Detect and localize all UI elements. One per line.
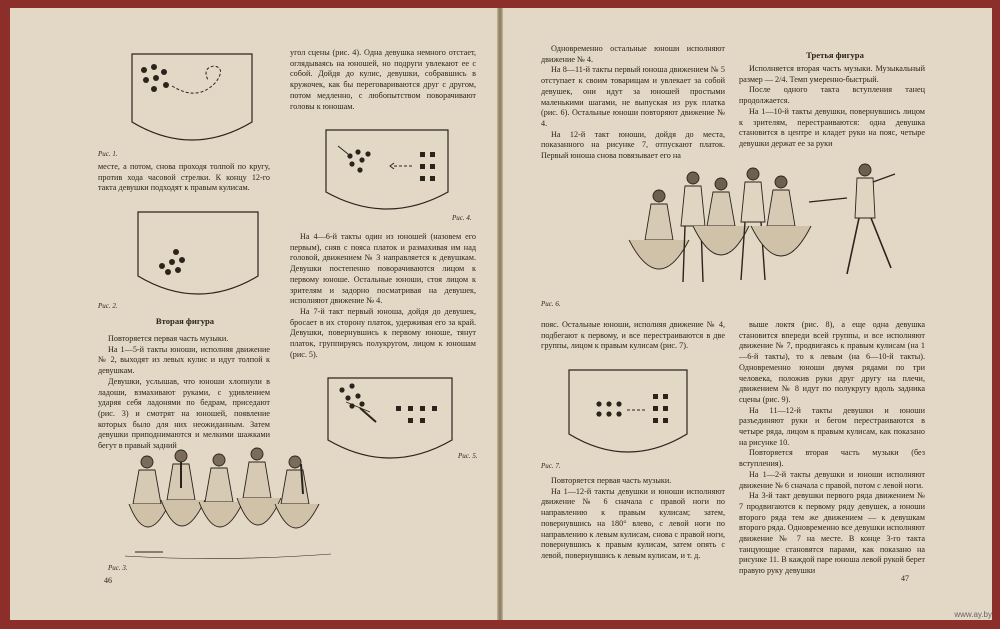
left-page xyxy=(10,8,498,620)
paragraph: На 12-й такт юноши, дойдя до места, показанного на рисунке 7, отпускают платок. Первый юноша снова повязывает его на xyxy=(541,129,725,161)
right-text-c: пояс. Остальные юноши, исполняя движение № 4, подбегают к первому, и все перестраиваются в две группы, лицом к правым кулисам (рис. 7). xyxy=(541,320,725,351)
right-text-b xyxy=(739,64,925,150)
left-page-number: 46 xyxy=(104,576,112,585)
left-text-c: угол сцены (рис. 4). Одна девушка немного отстает, оглядываясь на юношей, но подруги увлекают ее с собой. Дойдя до кулис, девушки, собравшись в кружочек, как бы переговариваются друг с другом, потом медленно, с любопытством поворачивают головы к юношам. xyxy=(290,48,476,111)
paragraph: На 8—11-й такты первый юноша движением № 5 отступает к своим товарищам и увлекает за собой девушек, они идут за юношей простыми маленькими шагами, не выпуская из рук платка (рис. 6). Остальные юноши повторяют движение № 4. xyxy=(541,65,725,128)
paragraph: На 1—12-й такты девушки и юноши исполняют движение № 6 сначала с правой ноги по направлению к правым кулисам; затем, повернувшись на 180° влево, с левой ноги по направлению к левым кулисам, снова с правой ноги, повернувшись к правым кулисам, затем опять с левой, повернувшись к левым кулисам, и т. д. xyxy=(541,486,725,560)
paragraph: Повторяется первая часть музыки. xyxy=(551,476,672,485)
paragraph: Повторяется первая часть музыки. xyxy=(108,334,229,343)
paragraph: Одновременно остальные юноши исполняют движение № 4. xyxy=(541,44,725,64)
paragraph: На 1—10-й такты девушки, повернувшись лицом к зрителям, перестраиваются: одна девушка становится в центре и кладет руки на пояс, четыре девушки держат ее за руки xyxy=(739,106,925,148)
figure-1-caption: Рис. 1. xyxy=(98,150,118,158)
paragraph: На 1—5-й такты юноши, исполняя движение № 2, выходят из левых кулис и идут толпой к девушкам. xyxy=(98,344,270,376)
paragraph: После одного такта вступления танец продолжается. xyxy=(739,85,925,106)
paragraph: Исполняется вторая часть музыки. Музыкальный размер — 2/4. Темп умеренно-быстрый. xyxy=(739,64,925,84)
figure-1-stage-diagram xyxy=(128,50,256,152)
figure-4-stage-diagram xyxy=(322,126,452,218)
right-text-a xyxy=(541,44,725,162)
figure-2-stage-diagram xyxy=(134,208,262,306)
figure-5-stage-diagram xyxy=(324,374,456,468)
figure-5-caption: Рис. 5. xyxy=(458,452,478,460)
figure-3-caption: Рис. 3. xyxy=(108,564,128,572)
paragraph: На 1—2-й такты девушки и юноши исполняют движение № 6 сначала с правой, потом с левой ноги. xyxy=(739,469,925,490)
figure-6-dancers-illustration xyxy=(619,162,915,310)
paragraph: На 7-й такт первый юноша, дойдя до девушек, бросает в их сторону платок, удерживая его за край. Девушки, повернувшись к первому юноше, тянут платок, группируясь полукругом, лицом к юношам (рис. 5). xyxy=(290,306,476,359)
figure-2-caption: Рис. 2. xyxy=(98,302,118,310)
heading-second-figure: Вторая фигура xyxy=(155,316,215,326)
figure-7-stage-diagram xyxy=(565,366,691,462)
right-text-e xyxy=(739,320,925,577)
left-text-d xyxy=(290,232,476,360)
figure-7-caption: Рис. 7. xyxy=(541,462,561,470)
right-page xyxy=(502,8,992,620)
left-text-a: месте, а потом, снова проходя толпой по кругу, против хода часовой стрелки. К концу 12-го такта девушки подходят к правым кулисам. xyxy=(98,162,270,193)
paragraph: Девушки, услышав, что юноши хлопнули в ладоши, взмахивают руками, с удивлением ударяя себя ладонями по бедрам, приседают (рис. 3) и смотрят на юношей, появление которых было для них неожиданным. Затем девушки приподнимаются и мелкими шажками бегут в правый задний xyxy=(98,376,270,451)
heading-third-figure: Третья фигура xyxy=(806,50,864,60)
left-text-b xyxy=(98,334,270,452)
paragraph: На 3-й такт девушки первого ряда движением № 7 продвигаются к первому ряду девушек, а юноши второго ряда тем же движением — к девушкам второго ряда. Одновременно все девушки исполняют движение № 7 на месте. В конце 3-го такта танцующие становятся парами, как показано на рисунке 11. В каждой паре юноша левой рукой берет правую руку девушки xyxy=(739,491,925,576)
paragraph: Повторяется вторая часть музыки (без вступления). xyxy=(739,448,925,469)
paragraph: На 4—6-й такты один из юношей (назовем его первым), сняв с пояса платок и размахивая им над головой, движением № 3 направляется к девушкам. Девушки постепенно поворачиваются лицом к первому юноше. Остальные юноши, стоя лицом к зрителям и задорно посматривая на девушек, исполняют движение № 4. xyxy=(290,232,476,306)
figure-4-caption: Рис. 4. xyxy=(452,214,472,222)
paragraph: На 11—12-й такты девушки и юноши разъединяют руки и бегом перестраиваются в четыре ряда, лицом к правым кулисам, как показано на рисунке 10. xyxy=(739,405,925,447)
right-text-d xyxy=(541,476,725,562)
paragraph: выше локтя (рис. 8), а еще одна девушка становится впереди всей группы, и все исполняют движение № 7, продвигаясь к правым кулисам (на 1—6-й такты), то к левым (на 6—10-й такты). Одновременно юноши двумя рядами по три человека, положив руки друг другу на плечи, движением № 8 идут по полукругу вдоль задника сцены (рис. 9). xyxy=(739,320,925,404)
right-page-number: 47 xyxy=(901,574,909,583)
figure-3-dancers-illustration xyxy=(125,446,335,564)
watermark: www.ay.by xyxy=(954,610,992,619)
figure-6-caption: Рис. 6. xyxy=(541,300,561,308)
